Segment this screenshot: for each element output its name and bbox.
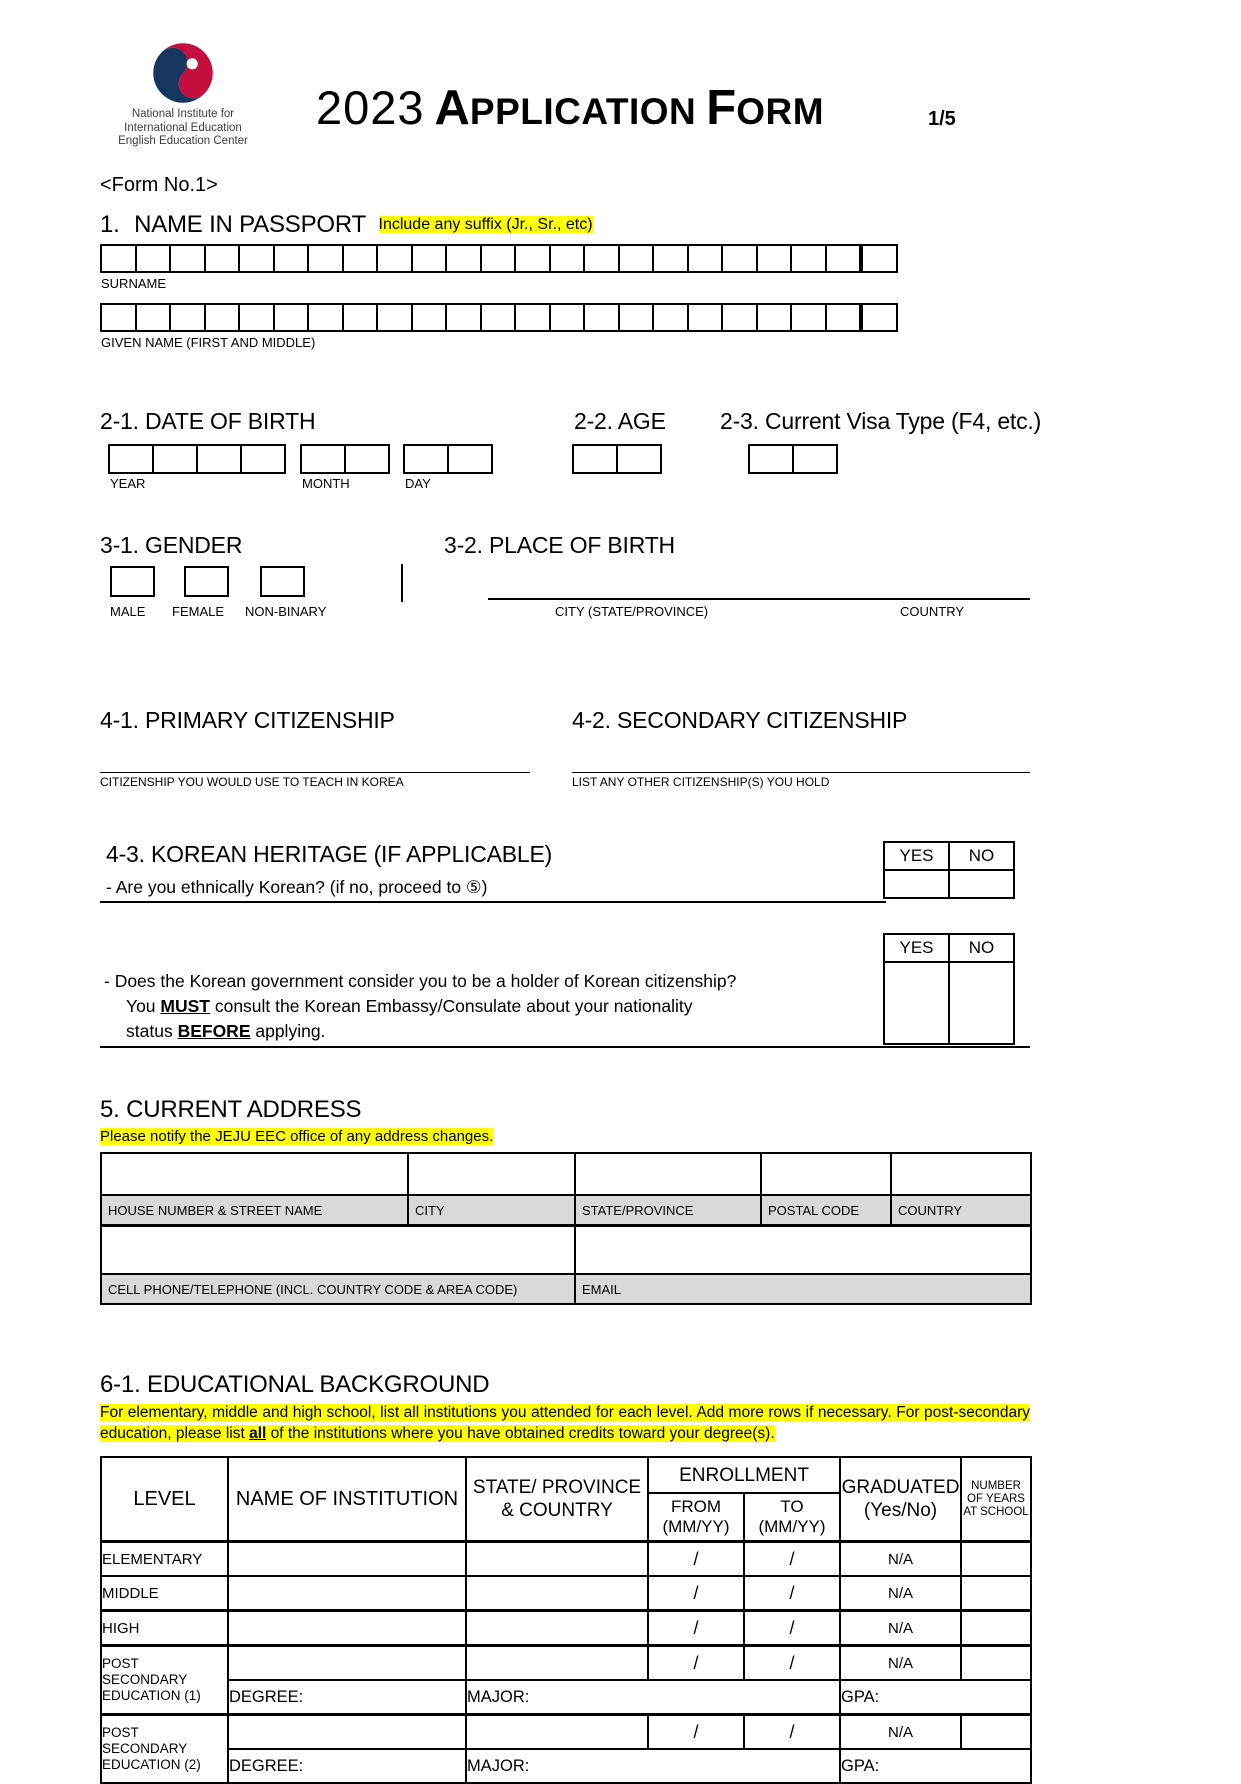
- from-cell[interactable]: /: [648, 1576, 744, 1611]
- page-header: [100, 40, 1030, 168]
- level-cell: HIGH: [101, 1611, 228, 1646]
- section-gender-pob: [100, 532, 1030, 621]
- no-header: NO: [949, 934, 1014, 962]
- section-korean-gov-question: [100, 933, 1030, 1048]
- char-box[interactable]: [549, 303, 586, 332]
- state-country-header: STATE/ PROVINCE & COUNTRY: [466, 1457, 648, 1542]
- to-cell[interactable]: /: [744, 1646, 840, 1681]
- gov-question-text: [104, 969, 736, 1044]
- gpa-cell[interactable]: GPA:: [840, 1749, 1031, 1783]
- char-box[interactable]: [411, 303, 448, 332]
- yes-header: YES: [884, 842, 949, 870]
- gov-yesno-table: [883, 933, 1015, 1045]
- to-header: TO (MM/YY): [744, 1493, 840, 1542]
- city-label: CITY: [408, 1195, 575, 1226]
- years-cell[interactable]: [961, 1542, 1031, 1577]
- surname-grid: [100, 244, 1030, 273]
- years-header: NUMBER OF YEARS AT SCHOOL: [961, 1457, 1031, 1542]
- char-box[interactable]: [376, 244, 413, 273]
- years-cell[interactable]: [961, 1715, 1031, 1750]
- education-title: 6-1. EDUCATIONAL BACKGROUND: [100, 1371, 490, 1398]
- graduated-header: GRADUATED (Yes/No): [840, 1457, 961, 1542]
- state-cell[interactable]: [466, 1611, 648, 1646]
- ethnic-question: - Are you ethnically Korean? (if no, proceed to ⑤): [106, 877, 488, 897]
- from-header: FROM (MM/YY): [648, 1493, 744, 1542]
- section-citizenship: [100, 707, 1030, 791]
- gov-yes-cell[interactable]: [884, 962, 949, 1044]
- char-box[interactable]: [307, 303, 344, 332]
- month-box[interactable]: [300, 444, 346, 474]
- char-box[interactable]: [135, 244, 172, 273]
- visa-box[interactable]: [792, 444, 838, 474]
- title-year: 2023: [315, 81, 425, 134]
- char-box[interactable]: [514, 303, 551, 332]
- graduated-cell: N/A: [840, 1715, 961, 1750]
- primary-citizenship-title: 4-1. PRIMARY CITIZENSHIP: [100, 707, 395, 733]
- section-name-in-passport: [100, 211, 1030, 350]
- gov-question-line3: [104, 1019, 736, 1044]
- month-boxes: [300, 444, 390, 474]
- gov-line3-pre: status: [126, 1021, 178, 1041]
- char-box[interactable]: [756, 303, 793, 332]
- char-box[interactable]: [687, 244, 724, 273]
- state-cell[interactable]: [466, 1542, 648, 1577]
- nonbinary-label: NON-BINARY: [245, 604, 327, 619]
- no-header: NO: [949, 842, 1014, 870]
- graduated-cell: N/A: [840, 1542, 961, 1577]
- char-box[interactable]: [135, 303, 172, 332]
- country-label: COUNTRY: [891, 1195, 1031, 1226]
- postal-label: POSTAL CODE: [761, 1195, 891, 1226]
- gov-question-line2: [104, 994, 736, 1019]
- section1-note: Include any suffix (Jr., Sr., etc): [378, 216, 593, 233]
- to-cell[interactable]: /: [744, 1576, 840, 1611]
- years-cell[interactable]: [961, 1646, 1031, 1681]
- ethnic-question-clip: [100, 841, 886, 901]
- age-boxes: [572, 444, 662, 474]
- char-box[interactable]: [342, 244, 379, 273]
- surname-label: SURNAME: [101, 276, 167, 291]
- contact-input-row: [101, 1226, 1031, 1275]
- gov-line3-post: applying.: [250, 1021, 326, 1041]
- degree-cell[interactable]: DEGREE:: [228, 1749, 466, 1783]
- day-boxes: [403, 444, 493, 474]
- education-table: [100, 1456, 1032, 1784]
- year-box[interactable]: [152, 444, 198, 474]
- primary-citizenship-caption: CITIZENSHIP YOU WOULD USE TO TEACH IN KOREA: [100, 775, 404, 789]
- char-box[interactable]: [652, 303, 689, 332]
- section3-headings: [100, 532, 1030, 560]
- institution-cell[interactable]: [228, 1576, 466, 1611]
- dob-title: 2-1. DATE OF BIRTH: [100, 408, 316, 434]
- section-education: [100, 1371, 1030, 1784]
- logo-caption-line: National Institute for: [131, 108, 235, 120]
- address-input-row: [101, 1153, 1031, 1195]
- institution-cell[interactable]: [228, 1715, 466, 1750]
- heritage-no-cell[interactable]: [949, 870, 1014, 898]
- logo-caption-line: English Education Center: [118, 135, 248, 147]
- citizenship-captions: [100, 775, 1030, 791]
- year-box[interactable]: [108, 444, 154, 474]
- gov-question-line1: - Does the Korean government consider you to be a holder of Korean citizenship?: [104, 971, 737, 991]
- char-box[interactable]: [100, 303, 137, 332]
- char-box[interactable]: [583, 303, 620, 332]
- gov-line2-pre: You: [126, 996, 161, 1016]
- from-cell[interactable]: /: [648, 1611, 744, 1646]
- title-word1-initial: A: [434, 81, 470, 135]
- given-name-grid: [100, 303, 1030, 332]
- address-note: Please notify the JEJU EEC office of any address changes.: [100, 1128, 494, 1145]
- char-box[interactable]: [411, 244, 448, 273]
- degree-cell[interactable]: DEGREE:: [228, 1680, 466, 1715]
- logo-caption-line: International Education: [124, 121, 242, 134]
- institution-header: NAME OF INSTITUTION: [228, 1457, 466, 1542]
- char-box[interactable]: [100, 244, 137, 273]
- section-dob-age-visa: [100, 408, 1042, 492]
- month-label: MONTH: [302, 476, 350, 491]
- day-box[interactable]: [447, 444, 493, 474]
- char-box[interactable]: [790, 244, 827, 273]
- education-note-post: of the institutions where you have obtained credits toward your degree(s).: [266, 1425, 775, 1442]
- char-box[interactable]: [652, 244, 689, 273]
- major-cell[interactable]: MAJOR:: [466, 1749, 840, 1783]
- char-box[interactable]: [376, 303, 413, 332]
- state-label: STATE/PROVINCE: [575, 1195, 761, 1226]
- age-box[interactable]: [572, 444, 618, 474]
- secondary-citizenship-title: 4-2. SECONDARY CITIZENSHIP: [572, 707, 908, 733]
- institution-cell[interactable]: [228, 1646, 466, 1681]
- char-box[interactable]: [825, 303, 862, 332]
- education-row-elementary: [101, 1542, 1031, 1577]
- year-box[interactable]: [196, 444, 242, 474]
- gov-no-cell[interactable]: [949, 962, 1014, 1044]
- char-box[interactable]: [480, 303, 517, 332]
- state-input-cell[interactable]: [575, 1153, 761, 1195]
- char-box[interactable]: [583, 244, 620, 273]
- street-input-cell[interactable]: [101, 1153, 408, 1195]
- form-number: <Form No.1>: [100, 174, 218, 196]
- heritage-title: 4-3. KOREAN HERITAGE (IF APPLICABLE): [106, 841, 553, 867]
- section-korean-heritage: [100, 841, 1030, 903]
- education-header-row1: [101, 1457, 1031, 1493]
- char-box[interactable]: [825, 244, 862, 273]
- niied-logo: [108, 42, 258, 149]
- pob-city-label: CITY (STATE/PROVINCE): [555, 604, 709, 619]
- level-cell: ELEMENTARY: [101, 1542, 228, 1577]
- gov-line2-post: consult the Korean Embassy/Consulate about your nationality: [209, 996, 693, 1016]
- level-cell: POST SECONDARY EDUCATION (2): [101, 1715, 228, 1784]
- female-label: FEMALE: [172, 604, 225, 619]
- gpa-cell[interactable]: GPA:: [840, 1680, 1031, 1715]
- section3-controls: [100, 566, 1030, 600]
- to-cell[interactable]: /: [744, 1715, 840, 1750]
- char-box[interactable]: [204, 244, 241, 273]
- taegeuk-logo-icon: [152, 42, 214, 104]
- char-box[interactable]: [721, 244, 758, 273]
- yes-header: YES: [884, 934, 949, 962]
- years-cell[interactable]: [961, 1576, 1031, 1611]
- char-box[interactable]: [445, 244, 482, 273]
- state-cell[interactable]: [466, 1576, 648, 1611]
- section2-box-labels: [100, 476, 1030, 492]
- education-row-post2: [101, 1715, 1031, 1750]
- education-note-pre: For elementary, middle and high school, list all institutions you attended for each level. Add more rows if necessary. For post-secondary education, please list: [100, 1404, 1030, 1442]
- gender-title: 3-1. GENDER: [100, 532, 243, 558]
- enrollment-header: ENROLLMENT: [648, 1457, 840, 1493]
- from-cell[interactable]: /: [648, 1715, 744, 1750]
- title-word2-rest: ORM: [736, 91, 825, 132]
- address-label-row: [101, 1195, 1031, 1226]
- institution-cell[interactable]: [228, 1611, 466, 1646]
- year-boxes: [108, 444, 286, 474]
- char-box[interactable]: [169, 244, 206, 273]
- char-box[interactable]: [480, 244, 517, 273]
- education-row-high: [101, 1611, 1031, 1646]
- graduated-cell: N/A: [840, 1611, 961, 1646]
- visa-box[interactable]: [748, 444, 794, 474]
- to-cell[interactable]: /: [744, 1542, 840, 1577]
- char-box[interactable]: [549, 244, 586, 273]
- education-note-all: all: [249, 1425, 267, 1442]
- visa-boxes: [748, 444, 838, 474]
- from-cell[interactable]: /: [648, 1646, 744, 1681]
- graduated-cell: N/A: [840, 1646, 961, 1681]
- logo-caption: [108, 108, 258, 149]
- visa-title: 2-3. Current Visa Type (F4, etc.): [720, 408, 1042, 434]
- char-box[interactable]: [238, 303, 275, 332]
- heritage-yesno-table: [883, 841, 1015, 899]
- address-table: [100, 1152, 1032, 1305]
- gov-line2-must: MUST: [160, 996, 210, 1016]
- char-box[interactable]: [342, 303, 379, 332]
- gov-line3-before: BEFORE: [177, 1021, 251, 1041]
- graduated-cell: N/A: [840, 1576, 961, 1611]
- section1-heading: [100, 211, 1030, 239]
- state-cell[interactable]: [466, 1646, 648, 1681]
- level-header: LEVEL: [101, 1457, 228, 1542]
- char-box[interactable]: [238, 244, 275, 273]
- clip-rule: [100, 901, 886, 903]
- address-title: 5. CURRENT ADDRESS: [100, 1096, 362, 1123]
- to-cell[interactable]: /: [744, 1611, 840, 1646]
- char-box[interactable]: [721, 303, 758, 332]
- char-box[interactable]: [618, 303, 655, 332]
- section1-number: 1.: [100, 211, 120, 238]
- email-input-cell[interactable]: [575, 1226, 1031, 1275]
- char-box[interactable]: [273, 303, 310, 332]
- day-label: DAY: [405, 476, 431, 491]
- section4-headings: [100, 707, 1030, 735]
- education-row-post2-degree: [101, 1749, 1031, 1783]
- nonbinary-checkbox[interactable]: [260, 566, 305, 597]
- char-box[interactable]: [514, 244, 551, 273]
- country-input-cell[interactable]: [891, 1153, 1031, 1195]
- male-checkbox[interactable]: [110, 566, 155, 597]
- char-box[interactable]: [445, 303, 482, 332]
- char-box[interactable]: [756, 244, 793, 273]
- year-box[interactable]: [240, 444, 286, 474]
- age-box[interactable]: [616, 444, 662, 474]
- education-row-post1-degree: [101, 1680, 1031, 1715]
- given-name-label: GIVEN NAME (FIRST AND MIDDLE): [101, 335, 316, 350]
- contact-label-row: [101, 1274, 1031, 1304]
- postal-input-cell[interactable]: [761, 1153, 891, 1195]
- month-box[interactable]: [344, 444, 390, 474]
- char-box[interactable]: [307, 244, 344, 273]
- phone-label: CELL PHONE/TELEPHONE (INCL. COUNTRY CODE & AREA CODE): [101, 1274, 575, 1304]
- char-box[interactable]: [169, 303, 206, 332]
- education-note: [100, 1402, 1030, 1444]
- form-page: [100, 0, 1042, 1784]
- pob-title: 3-2. PLACE OF BIRTH: [444, 532, 675, 558]
- primary-citizenship-field[interactable]: [100, 748, 530, 773]
- city-input-cell[interactable]: [408, 1153, 575, 1195]
- secondary-citizenship-field[interactable]: [572, 748, 1030, 773]
- education-row-middle: [101, 1576, 1031, 1611]
- major-cell[interactable]: MAJOR:: [466, 1680, 840, 1715]
- section2-headings: [100, 408, 1042, 436]
- education-row-post1: [101, 1646, 1031, 1681]
- from-cell[interactable]: /: [648, 1542, 744, 1577]
- heritage-yes-cell[interactable]: [884, 870, 949, 898]
- street-label: HOUSE NUMBER & STREET NAME: [101, 1195, 408, 1226]
- female-checkbox[interactable]: [184, 566, 229, 597]
- char-box[interactable]: [790, 303, 827, 332]
- years-cell[interactable]: [961, 1611, 1031, 1646]
- level-cell: POST SECONDARY EDUCATION (1): [101, 1646, 228, 1715]
- pob-field-line[interactable]: [488, 598, 1030, 600]
- char-box[interactable]: [859, 303, 898, 332]
- day-box[interactable]: [403, 444, 449, 474]
- pob-country-label: COUNTRY: [900, 604, 965, 619]
- level-cell: MIDDLE: [101, 1576, 228, 1611]
- section-current-address: [100, 1096, 1030, 1305]
- title-word2-initial: F: [706, 81, 737, 135]
- year-label: YEAR: [110, 476, 146, 491]
- section1-title: NAME IN PASSPORT: [134, 211, 367, 238]
- char-box[interactable]: [687, 303, 724, 332]
- section2-boxes: [100, 444, 1030, 474]
- age-title: 2-2. AGE: [574, 408, 666, 434]
- phone-input-cell[interactable]: [101, 1226, 575, 1275]
- char-box[interactable]: [273, 244, 310, 273]
- citizenship-fields: [100, 749, 1030, 773]
- page-title: [260, 80, 880, 136]
- secondary-citizenship-caption: LIST ANY OTHER CITIZENSHIP(S) YOU HOLD: [572, 775, 830, 789]
- divider-line: [401, 564, 403, 602]
- title-word1-rest: PPLICATION: [469, 91, 697, 132]
- char-box[interactable]: [618, 244, 655, 273]
- institution-cell[interactable]: [228, 1542, 466, 1577]
- section3-labels: [100, 604, 1030, 621]
- page-number: 1/5: [928, 108, 956, 130]
- char-box[interactable]: [859, 244, 898, 273]
- state-cell[interactable]: [466, 1715, 648, 1750]
- email-label: EMAIL: [575, 1274, 1031, 1304]
- male-label: MALE: [110, 604, 146, 619]
- char-box[interactable]: [204, 303, 241, 332]
